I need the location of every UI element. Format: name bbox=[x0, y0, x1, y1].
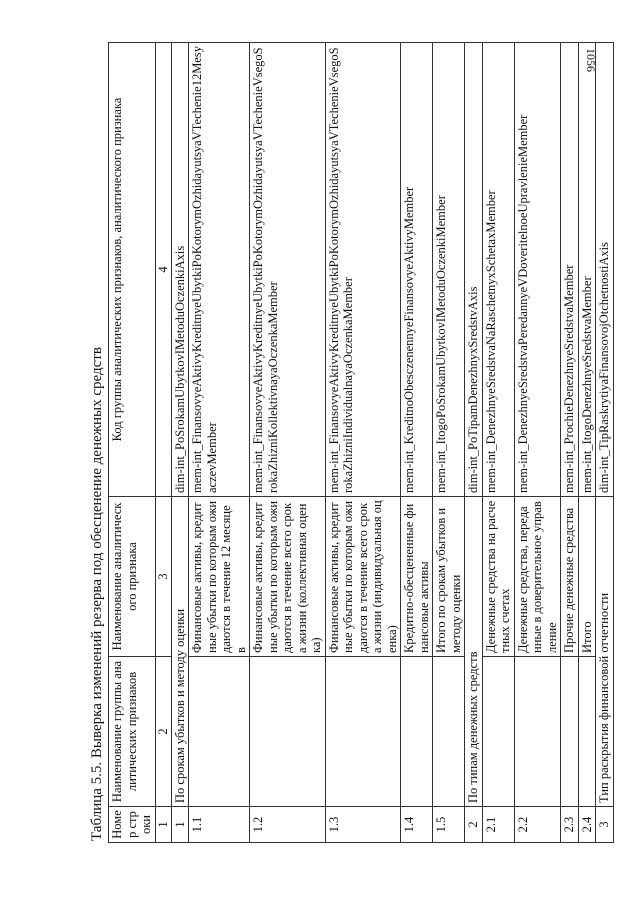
attribute-name: Финансовые активы, кредитные убытки по которым ожидаются в течение всего срока жизни (индивидуальная оценка) bbox=[325, 497, 401, 657]
column-number: 1 bbox=[155, 807, 171, 843]
code-cell: mem-int_ItogoPoSrokamUbytkovIMetoduOczenkiMember bbox=[433, 43, 465, 497]
table-body bbox=[171, 43, 613, 843]
header-row bbox=[109, 43, 156, 843]
code-cell: dim-int_PoSrokamUbytkovIMetoduOczenkiAxis bbox=[171, 43, 189, 497]
row-number: 2.3 bbox=[561, 807, 579, 843]
header-group-name: Наименование группы аналитических признаков bbox=[109, 657, 156, 807]
row-number: 2.1 bbox=[482, 807, 514, 843]
column-number: 3 bbox=[155, 497, 171, 657]
group-name bbox=[250, 657, 326, 807]
row-number: 2.2 bbox=[514, 807, 561, 843]
table-row bbox=[482, 43, 514, 843]
table-row bbox=[465, 43, 483, 843]
code-cell: mem-int_FinansovyeAktivyKreditnyeUbytkiPoKotorymOzhidayutsyaVTechenie12MesyaczevMember bbox=[189, 43, 250, 497]
row-number: 2 bbox=[465, 807, 483, 843]
row-number: 1.4 bbox=[401, 807, 433, 843]
row-number: 1.3 bbox=[325, 807, 401, 843]
column-number-row bbox=[155, 43, 171, 843]
column-number: 2 bbox=[155, 657, 171, 807]
code-cell: mem-int_DenezhnyeSredstvaPeredannyeVDoveritelnoeUpravlenieMember bbox=[514, 43, 561, 497]
table-row bbox=[596, 43, 614, 843]
group-name bbox=[189, 657, 250, 807]
row-number: 1.5 bbox=[433, 807, 465, 843]
code-cell: mem-int_FinansovyeAktivyKreditnyeUbytkiPoKotorymOzhidayutsyaVTechenieVsegoSrokaZhizniIndividualnayaOczenkaMember bbox=[325, 43, 401, 497]
group-name: Тип раскрытия финансовой отчетности bbox=[596, 497, 614, 807]
group-name bbox=[401, 657, 433, 807]
attribute-name: Финансовые активы, кредитные убытки по которым ожидаются в течение 12 месяцев bbox=[189, 497, 250, 657]
group-name bbox=[561, 657, 579, 807]
code-cell: mem-int_ProchieDenezhnyeSredstvaMember bbox=[561, 43, 579, 497]
code-cell: mem-int_FinansovyeAktivyKreditnyeUbytkiPoKotorymOzhidayutsyaVTechenieVsegoSrokaZhizniKollektivnayaOczenkaMember bbox=[250, 43, 326, 497]
attribute-name: Итого bbox=[578, 497, 596, 657]
group-name bbox=[578, 657, 596, 807]
table-row bbox=[514, 43, 561, 843]
column-number: 4 bbox=[155, 43, 171, 497]
attribute-name: Кредитно-обесцененные финансовые активы bbox=[401, 497, 433, 657]
table-row bbox=[171, 43, 189, 843]
table-row bbox=[250, 43, 326, 843]
row-number: 1 bbox=[171, 807, 189, 843]
code-cell: mem-int_ItogoDenezhnyeSredstvaMember bbox=[578, 43, 596, 497]
code-cell: mem-int_DenezhnyeSredstvaNaRaschetnyxSchetaxMember bbox=[482, 43, 514, 497]
group-name bbox=[433, 657, 465, 807]
table-row bbox=[325, 43, 401, 843]
row-number: 2.4 bbox=[578, 807, 596, 843]
analytics-table bbox=[108, 42, 614, 843]
attribute-name: Финансовые активы, кредитные убытки по которым ожидаются в течение всего срока жизни (коллективная оценка) bbox=[250, 497, 326, 657]
row-number: 1.1 bbox=[189, 807, 250, 843]
table-row bbox=[189, 43, 250, 843]
header-row-number: Номер строки bbox=[109, 807, 156, 843]
table-caption: Таблица 5.5. Выверка изменений резерва под обесценение денежных средств bbox=[89, 347, 105, 841]
attribute-name: Прочие денежные средства bbox=[561, 497, 579, 657]
group-name bbox=[482, 657, 514, 807]
row-number: 3 bbox=[596, 807, 614, 843]
attribute-name: Денежные средства, переданные в доверительное управление bbox=[514, 497, 561, 657]
attribute-name: Денежные средства на расчетных счетах bbox=[482, 497, 514, 657]
table-row bbox=[433, 43, 465, 843]
row-number: 1.2 bbox=[250, 807, 326, 843]
table-row bbox=[578, 43, 596, 843]
code-cell: dim-int_TipRaskrytiyaFinansovojOtchetnostiAxis bbox=[596, 43, 614, 497]
header-code: Код группы аналитических признаков, аналитического признака bbox=[109, 43, 156, 497]
code-cell: mem-int_KreditnoObesczenennyeFinansovyeAktivyMember bbox=[401, 43, 433, 497]
group-name bbox=[514, 657, 561, 807]
page-number: 1056 bbox=[584, 48, 598, 72]
group-name: По срокам убытков и методу оценки bbox=[171, 497, 189, 807]
attribute-name: Итого по срокам убытков и методу оценки bbox=[433, 497, 465, 657]
table-row bbox=[561, 43, 579, 843]
group-name: По типам денежных средств bbox=[465, 497, 483, 807]
table-row bbox=[401, 43, 433, 843]
group-name bbox=[325, 657, 401, 807]
code-cell: dim-int_PoTipamDenezhnyxSredstvAxis bbox=[465, 43, 483, 497]
header-attribute-name: Наименование аналитического признака bbox=[109, 497, 156, 657]
